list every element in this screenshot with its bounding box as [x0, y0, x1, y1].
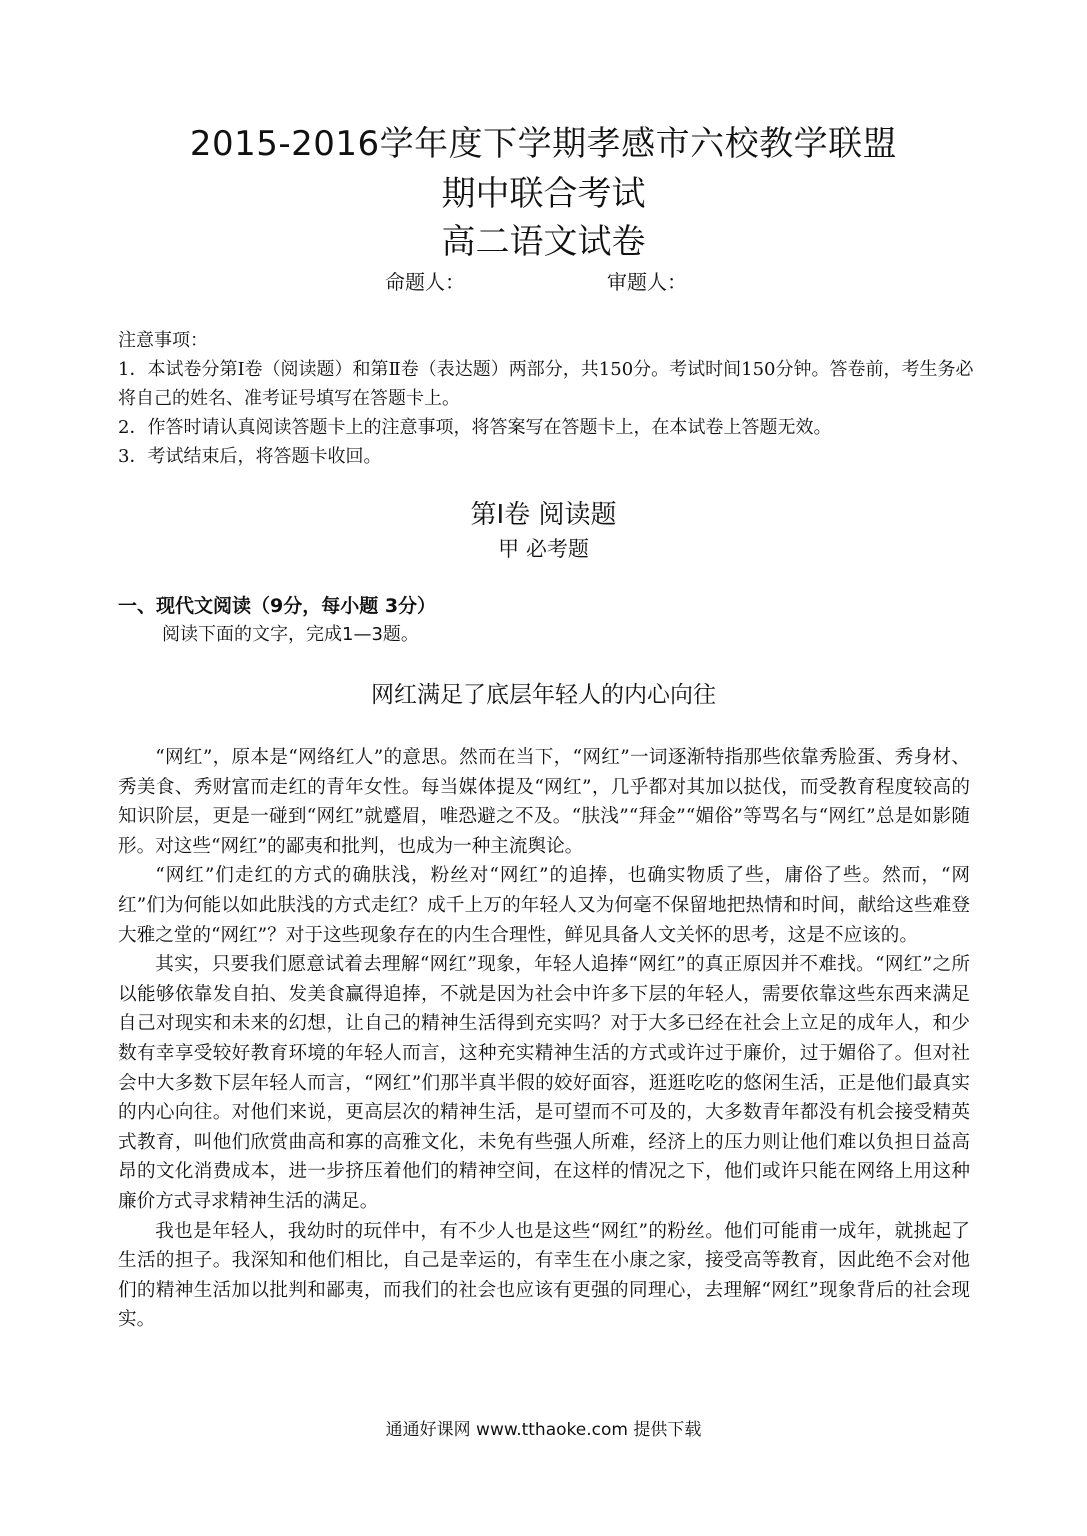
section-title: 第Ⅰ卷 阅读题: [470, 500, 617, 530]
notes-heading: 注意事项：: [118, 330, 208, 351]
exam-title-line3: 高二语文试卷: [441, 222, 646, 262]
reviewer-label: 审题人：: [607, 270, 687, 294]
article-paragraph-3: 其实，只要我们愿意试着去理解“网红”现象，年轻人追捧“网红”的真正原因并不难找。“网红”之所以能够依靠发自拍、发美食赢得追捧，不就是因为社会中许多下层的年轻人，需要依靠这些东西来满足自己对现实和未来的幻想，让自己的精神生活得到充实吗？对于大多已经在社会上立足的成年人，和少数有幸享受较好教育环境的年轻人而言，这种充实精神生活的方式或许过于廉价，过于媚俗了。但对社会中大多数下层年轻人而言，“网红”们那半真半假的姣好面容，逛逛吃吃的悠闲生活，正是他们最真实的内心向往。对他们来说，更高层次的精神生活，是可望而不可及的，大多数青年都没有机会接受精英式教育，叫他们欣赏曲高和寡的高雅文化，未免有些强人所难，经济上的压力则让他们难以负担日益高昂的文化消费成本，进一步挤压着他们的精神空间，在这样的情况之下，他们或许只能在网络上用这种廉价方式寻求精神生活的满足。: [118, 954, 970, 1212]
part-instruction: 阅读下面的文字，完成1—3题。: [162, 624, 419, 645]
exam-title-line2: 期中联合考试: [441, 174, 646, 214]
article-paragraph-2: “网红”们走红的方式的确肤浅，粉丝对“网红”的追捧，也确实物质了些，庸俗了些。然而，“网红”们为何能以如此肤浅的方式走红？成千上万的年轻人又为何毫不保留地把热情和时间，献给这些难登大雅之堂的“网红”？对于这些现象存在的内生合理性，鲜见具备人文关怀的思考，这是不应该的。: [118, 865, 970, 946]
notes-item-1: 1．本试卷分第Ⅰ卷（阅读题）和第Ⅱ卷（表达题）两部分，共150分。考试时间150分钟。答卷前，考生务必将自己的姓名、准考证号填写在答题卡上。: [118, 359, 974, 409]
article-body: [118, 743, 970, 1335]
authors-line: [385, 268, 687, 296]
exam-title-line1: 2015-2016学年度下学期孝感市六校教学联盟: [189, 124, 898, 164]
article-paragraph-1: “网红”，原本是“网络红人”的意思。然而在当下，“网红”一词逐渐特指那些依靠秀脸蛋、秀身材、秀美食、秀财富而走红的青年女性。每当媒体提及“网红”，几乎都对其加以挞伐，而受教育程度较高的知识阶层，更是一碰到“网红”就蹙眉，唯恐避之不及。“肤浅”“拜金”“媚俗”等骂名与“网红”总是如影随形。对这些“网红”的鄙夷和批判，也成为一种主流舆论。: [118, 747, 970, 857]
article-paragraph-4: 我也是年轻人，我幼时的玩伴中，有不少人也是这些“网红”的粉丝。他们可能甫一成年，就挑起了生活的担子。我深知和他们相比，自己是幸运的，有幸生在小康之家，接受高等教育，因此绝不会对他们的精神生活加以批判和鄙夷，而我们的社会也应该有更强的同理心，去理解“网红”现象背后的社会现实。: [118, 1220, 970, 1331]
notes-item-3: 3．考试结束后，将答题卡收回。: [118, 446, 382, 467]
article-title: 网红满足了底层年轻人的内心向往: [371, 682, 716, 708]
notes-item-2: 2．作答时请认真阅读答题卡上的注意事项，将答案写在答题卡上，在本试卷上答题无效。: [118, 417, 832, 438]
setter-label: 命题人：: [385, 270, 465, 294]
section-subtitle: 甲 必考题: [498, 537, 589, 561]
part-title: 一、现代文阅读（9分，每小题 3分）: [118, 595, 437, 617]
notes-block: [118, 326, 978, 471]
page-footer: 通通好课网 www.tthaoke.com 提供下载: [385, 1420, 702, 1440]
